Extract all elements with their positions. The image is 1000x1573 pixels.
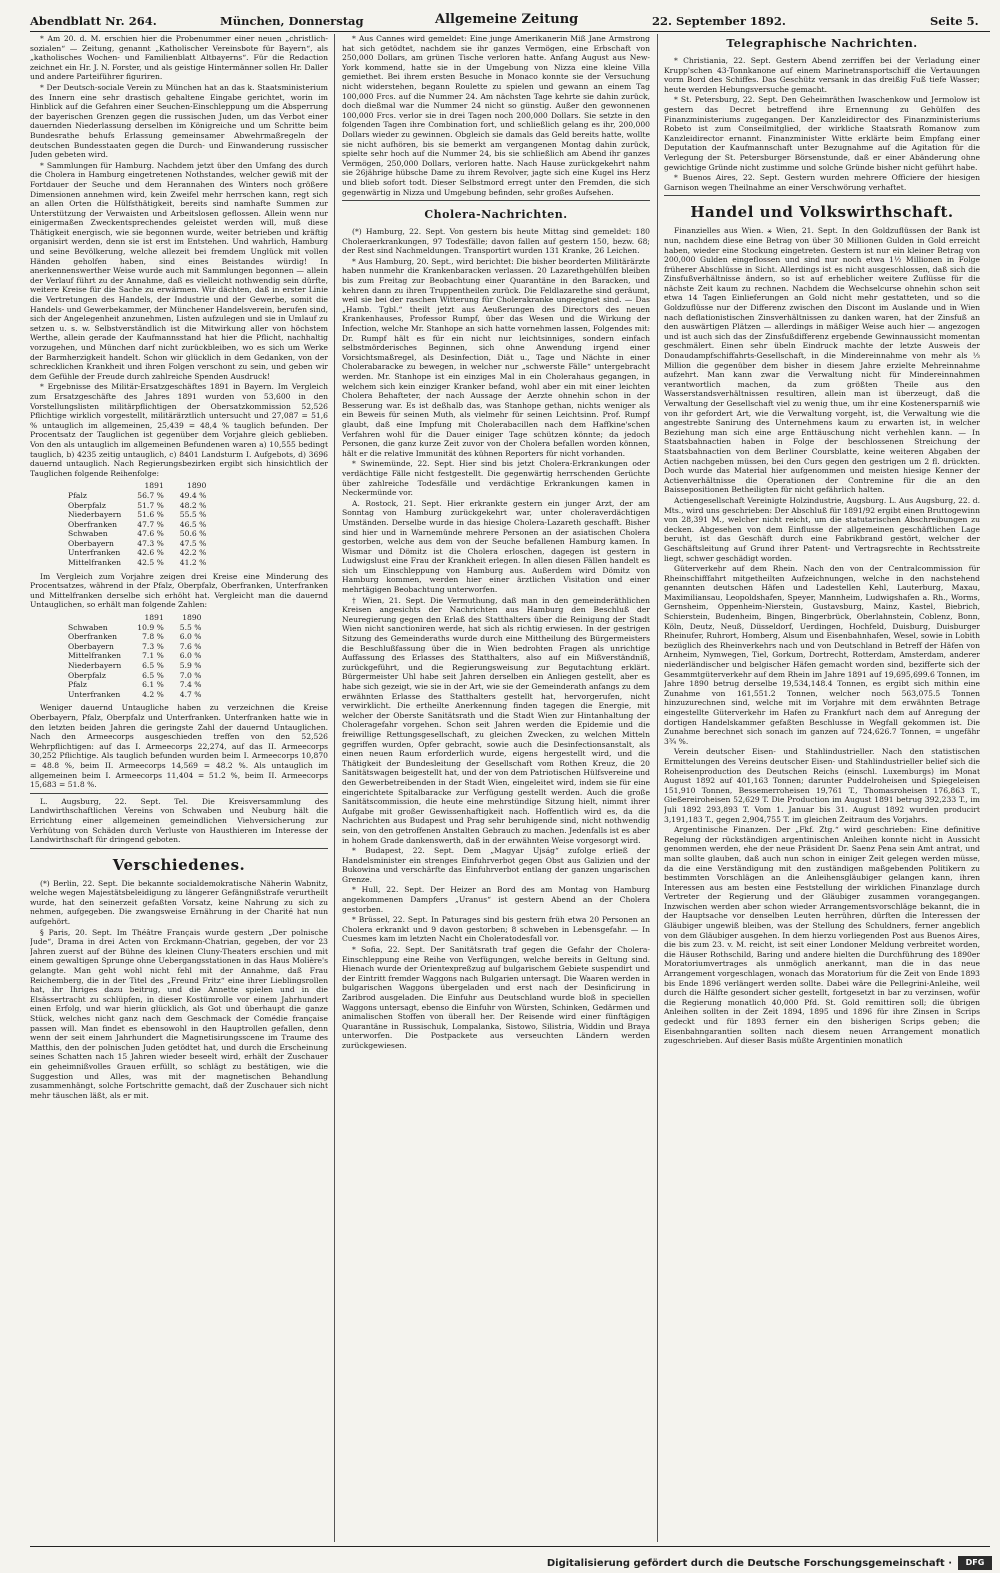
article-paragraph: * Der Deutsch-sociale Verein zu München hat an das k. Staatsministerium des Innern eine sehr drastisch gehaltene Eingabe gerichtet, worin im Hinblick auf die Gefahren einer Seuchen-Einschleppung um die Absperrung der bayerischen Grenzen gegen die russischen Juden, um das Verbot einer dauernden Niederlassung derselben im Königreiche und um Schritte beim Bundesrathe behufs Erlassung gemeinsamer Abwehrmaßregeln der deutschen Bundesstaaten gegen die Durch- und Einwanderung russischer Juden gebeten wird. [30,82,328,160]
table-cell: Oberpfalz [68,670,106,680]
table-header-cell: 1890 [182,613,202,623]
table-cell: 5.5 % [179,622,202,632]
article-paragraph: * Aus Cannes wird gemeldet: Eine junge Amerikanerin Miß Jane Armstrong hat sich getödtet, nachdem sie ihr ganzes Vermögen, eine Erbschaft von 250,000 Dollars, am grünen Tische verloren hatte. Anfang August aus New-York kommend, hatte sie in der Umgebung von Nizza eine kleine Villa gemiethet. Bei ihrem ersten Besuche in Monaco konnte sie der Versuchung nicht widerstehen, begann Roulette zu spielen und gewann an einem Tag 100,000 Frcs. auf die Nummer 24. Am nächsten Tage kehrte sie dahin zurück, doch dießmal war die Nummer 24 nicht so günstig. Außer den gewonnenen 100,000 Frcs. verlor sie in drei Tagen noch 200,000 Dollars. Sie setzte in den folgenden Tagen ihre Combination fort, und schließlich gelang es ihr, 200,000 Dollars wieder zu gewinnen. Obgleich sie damals das Geld bereits hatte, wollte sie nicht aufhören, bis sie bemerkt am vergangenen Montag dahin zurück, spielte sehr hoch auf die Nummer 24, bis sie schließlich am Abend ihr ganzes Vermögen, 250,000 Dollars, verloren hatte. Nach Hause zurückgekehrt nahm sie 26jährige hübsche Dame zu ihrem Revolver, jagte sich eine Kugel ins Herz und blieb sofort todt. Dieser Selbstmord erregt unter den Fremden, die sich gegenwärtig in Nizza und Umgebung befinden, sehr großes Aufsehen. [342,34,650,197]
table-header-cell [60,613,129,623]
table-cell: 7.0 % [179,670,202,680]
article-paragraph: L. Augsburg, 22. Sept. Tel. Die Kreisversammlung des Landwirthschaftlichen Vereins von Schwaben und Neuburg hält die Errichtung einer allgemeinen gemeindlichen Viehversicherung zur Verhütung von Schäden durch Verluste von Hausthieren im Interesse der Landwirthschaft für dringend geboten. [30,796,328,845]
table-header-row [60,613,210,623]
article-paragraph: † Wien, 21. Sept. Die Vermuthung, daß man in den gemeinderäthlichen Kreisen angesichts der Nachrichten aus Hamburg den Beschluß der Neuregierung gegen den Erlaß des Statthalters über die Reinigung der Stadt Wien nicht sanctioniren werde, hat sich als richtig erwiesen. In der gestrigen Sitzung des Gemeinderaths wurde durch eine Mittheilung des Bürgermeisters die Beschlußfassung über die in Wien bedrohten Fragen als unrichtige Auffassung des Erlasses des Statthalters, also auf ein Mißverständniß, zurückgeführt, und die Regierungsweisung zur Begutachtung erklärt. Bürgermeister Uhl habe seit Jahren derselben ein Anliegen gestellt, aber es habe sich gezeigt, wie sie in der Art, wie sie der Gemeinderath anfangs zu dem erwähnten Erlasse des Statthalters gestellt hat, hervorgerufen, nicht verwirklicht. Die ertheilte Anerkennung finden tagegen die Energie, mit welcher der Oberste Sanitätsrath und die Stadt Wien zur Hintanhaltung der Choleragefahr vorgehen. Schon seit Jahren werden die Epidemie und die freiwillige Rettungsgesellschaft, zu gleichen Zwecken, zu welchen Mitteln gegriffen wurden, Opfer gebracht, sowie auch die Desinfectionsanstalt, als einen neuen Raum erforderlich wurde, eigens hergestellt wird, und die Thätigkeit der Bundesleitung der Gesellschaft vom Rothen Kreuz, die 20 Sanitätswagen beigestellt hat, und der von dem Patriotischen Hülfsvereine und den Gewerbetreibenden in der Stadt Wien, eingeleitet wird, indem sie für eine eingerichtete Spitalbaracke zur Verfügung gestellt werden. Auch die große Sanitätscommission, die heute eine mehrstündige Sitzung hielt, nimmt ihrer Aufgabe mit großer Gewissenhaftigkeit nach. Hoffentlich wird es, da die Nachrichten aus Budapest und Prag sehr beruhigende sind, nicht nothwendig sein, von den getroffenen Anstalten Gebrauch zu machen. Jedenfalls ist es aber in hohem Grade dankenswerth, daß in der erwähnten Weise vorgesorgt wird. [342,595,650,845]
table-cell: Oberpfalz [68,500,106,510]
column-rule [657,34,658,1542]
table-cell: Schwaben [68,622,108,632]
table-cell: 6.1 % [142,680,164,690]
article-paragraph: * Christiania, 22. Sept. Gestern Abend zerriffen bei der Verladung einer Krupp'schen 43-Tonnkanone auf einem Marinetransportschiff die Vertauungen vorm Bord des Schiffes. Das Geschütz versank in das dreißig Fuß tiefe Wasser; heute werden Hebungsversuche gemacht. [664,56,980,94]
table-cell: Oberbayern [68,538,114,548]
table-cell: Pfalz [68,680,87,690]
article-paragraph: (*) Berlin, 22. Sept. Die bekannte socialdemokratische Näherin Wabnitz, welche wegen Majestätsbeleidigung zu längerer Gefängnißstrafe verurtheilt wurde, hat den seinerzeit gefaßten Vorsatz, keine Nahrung zu sich zu nehmen, aufgegeben. Die zwangsweise Ernährung in der Charité hat nun aufgehört. [30,878,328,927]
table-header-cell: 1891 [144,481,164,491]
table-row [60,661,210,671]
table-cell: 46.5 % [179,519,207,529]
digitization-credit: Digitalisierung gefördert durch die Deutsche Forschungsgemeinschaft · [546,1558,952,1569]
table-row [60,642,210,652]
table-cell: 41.2 % [179,558,207,568]
table-cell: 7.6 % [179,641,202,651]
table-cell: 49.4 % [179,490,207,500]
table-cell: 55.5 % [179,510,207,520]
table-cell: 51.6 % [137,510,164,520]
table-cell: 7.8 % [142,632,164,642]
table-cell: 10.9 % [137,622,164,632]
article-paragraph: Im Vergleich zum Vorjahre zeigen drei Kreise eine Minderung des Procentsatzes, während in der Pfalz, Oberpfalz, Oberfranken, Unterfranken und Mittelfranken derselbe sich erhöht hat. Vergleicht man die dauernd Untauglichen, so erhält man folgende Zahlen: [30,571,328,610]
table-row [60,491,214,501]
table-header-cell: 1891 [144,613,164,623]
header-rule [30,31,990,32]
statistics-table-tauglich [60,481,214,567]
article-paragraph: § Paris, 20. Sept. Im Théâtre Français wurde gestern „Der polnische Jude“, Drama in drei Acten von Erckmann-Chatrian, gegeben, der vor 23 Jahren zuerst auf der Bühne des kleinen Cluny-Theaters erschien und mit einem gewaltigen Sprunge ohne Uebergangsstationen in das Haus Molière's gelangte. Man geht wohl nicht fehl mit der Annahme, daß Frau Reichemberg, die in der Titel des „Freund Fritz“ eine ihrer Lieblingsrollen hat, ihr Ihriges dazu beitrug, und die Annette spielen und in die Elsässertracht zu schlüpfen, in dieser Kostümrolle vor einem Jahrhundert einen Erfolg, und war hierin glücklich, als Got und überhaupt die ganze Stück, welches nicht ganz nach dem Geschmack der Comédie française passen will. Man findet es ebensowohl in den Hauptrollen gefallen, denn wenn der seit einem Jahrhundert die Magnetisirungsscene im Traume des Matthis, den der polnischen Juden getödtet hat, und durch die Erscheinung seines Schatten nach 15 Jahren wieder beseelt wird, erhält der Zuschauer ein geheimnißvolles Grauen erfüllt, so schlägt zu bestätigen, wie die Suggestion und Alles, was mit der magnetischen Behandlung zusammenhängt, solche Fortschritte gemacht, daß der Zuschauer sich nicht mehr täuschen läßt, als er mit. [30,927,328,1100]
column-3 [664,34,980,1047]
article-paragraph: * Ergebnisse des Militär-Ersatzgeschäftes 1891 in Bayern. Im Vergleich zum Ersatzgeschäfte des Jahres 1891 wurden von 53,600 in den Vorstellungslisten militärpflichtigen der Obersatzkommission 52,526 Pflichtige wirklich vorgestellt, militärärztlich untersucht und 27,087 = 51,6 % untauglich im allgemeinen, 25,439 = 48,4 % tauglich befunden. Der Procentsatz der Tauglichen ist gegenüber dem Vorjahre gleich geblieben. Von den als untauglich im allgemeinen Befundenen waren a) 10,555 bedingt tauglich, b) 4235 zeitig untauglich, c) 8401 Landsturm I. Aufgebots, d) 3696 dauernd untauglich. Nach Regierungsbezirken ergibt sich hinsichtlich der Tauglichen folgende Reihenfolge: [30,382,328,478]
separator [30,793,328,794]
table-cell: 42.6 % [137,548,164,558]
article-paragraph: * Swinemünde, 22. Sept. Hier sind bis jetzt Cholera-Erkrankungen oder verdächtige Fälle nicht festgestellt. Die gegenwärtig herrschenden Gerüchte über zahlreiche Todesfälle und verdächtige Erkrankungen kamen in Neckermünde vor. [342,459,650,498]
table-header-row [60,481,214,491]
article-paragraph: * Am 20. d. M. erschien hier die Probenummer einer neuen „christlich-sozialen“ — Zeitung, genannt „Katholischer Vereinsbote für Bayern“, als „katholisches Wochen- und Familienblatt Altbayerns“. Für die Redaction zeichnet ein Hr. J. N. Forster, und als geistige Hintermänner sollen Hr. Daller und andere Parteiführer figuriren. [30,34,328,82]
table-cell: 6.5 % [142,670,164,680]
page-header [30,8,990,30]
place-day: München, Donnerstag [220,14,364,28]
separator [664,195,980,196]
table-cell: Unterfranken [68,689,121,699]
column-1 [30,34,328,1101]
table-row [60,529,214,539]
column-rule [334,34,335,1542]
dfg-logo: DFG [958,1556,992,1570]
table-cell: 5.9 % [179,661,202,670]
table-cell: 56.7 % [137,490,164,500]
separator [342,200,650,201]
article-paragraph: Actiengesellschaft Vereinigte Holzindustrie, Augsburg. L. Aus Augsburg, 22. d. Mts., wird uns geschrieben: Der Abschluß für 1891/92 ergibt einen Bruttogewinn von 28,391 M., welcher nicht reicht, um die statutarischen Abschreibungen zu decken. Abgesehen von dem Einflusse der allgemeinen geschäftlichen Lage beruht, ist das Geschäft durch eine Fabrikbrand gestört, welcher der Geschäftsleitung auf Grund ihrer Patent- und Vertragsrechte in Rechtsstreite liegt, schwer geschädigt worden. [664,495,980,563]
table-cell: 48.2 % [179,500,207,510]
table-cell: 6.0 % [179,632,202,642]
table-cell: Unterfranken [68,548,121,558]
table-cell: Pfalz [68,490,87,500]
table-row [60,501,214,511]
statistics-table-untauglich [60,613,210,699]
table-cell: 6.5 % [142,661,164,670]
table-row [60,539,214,549]
table-row [60,651,210,661]
table-cell: Mittelfranken [68,558,122,568]
table-cell: 42.2 % [179,548,207,558]
table-cell: 42.5 % [137,558,164,568]
article-paragraph: Weniger dauernd Untaugliche haben zu verzeichnen die Kreise Oberbayern, Pfalz, Oberpfalz und Unterfranken. Unterfranken hatte wie in den letzten beiden Jahren die geringste Zahl der dauernd Untauglichen. Nach den Armeecorps ausgeschieden treffen von den 52,526 Wehrpflichtigen: auf das I. Armeecorps 22,274, auf das II. Armeecorps 30,252 Pflichtige. Als tauglich befunden wurden beim I. Armeecorps 10,870 = 48.8 %, beim II. Armeecorps 14,569 = 48.2 %. Als untauglich im allgemeinen beim I. Armeecorps 11,404 = 51.2 %, beim II. Armeecorps 15,683 = 51.8 %. [30,703,328,790]
table-row [60,623,210,633]
article-paragraph: Güterverkehr auf dem Rhein. Nach den von der Centralcommission für Rheinschifffahrt mitgetheilten Aufzeichnungen, welche in den nachstehend genannten deutschen Häfen und Ladestellen Kehl, Lauterburg, Maxau, Maximiliansau, Leopoldshafen, Speyer, Mannheim, Ludwigshafen a. Rh., Worms, Gernsheim, Oppenheim-Nierstein, Gustavsburg, Mainz, Kastel, Biebrich, Schierstein, Budenheim, Bingen, Bingerbrück, Oberlahnstein, Coblenz, Bonn, Köln, Deutz, Neuß, Düsseldorf, Uerdingen, Hochfeld, Duisburg, Duisburger Rheinufer, Ruhrort, Homberg, Alsum und Eisenbahnhafen, Wesel, sowie in Lobith bezüglich des Rheinverkehrs nach und von Deutschland in Betreff der Häfen von Arnheim, Nymwegen, Tiel, Gorkum, Dortrecht, Rotterdam, Amsterdam, anderer niederländischer und belgischer Häfen gemacht worden sind, bezifferte sich der Gesammtgüterverkehr auf dem Rhein im Jahre 1891 auf 19,695,699.6 Tonnen, im Jahre 1890 betrug derselbe 19,534,148.4 Tonnen, es ergibt sich mithin eine Zunahme von 161,551.2 Tonnen, welcher noch 563,075.5 Tonnen hinzuzurechnen sind, welche mit im Vorjahre mit dem erwähnten Betrage eingestellte Güterverkehr im Hafen zu Frankfurt nach dem auf Anregung der dortigen Handelskammer gefaßten Beschlusse in Wegfall gekommen ist. Die Zunahme berechnet sich sonach im ganzen auf 724,626.7 Tonnen, = ungefähr 3¾ %. [664,564,980,746]
table-cell: 7.4 % [179,680,202,690]
table-cell: 4.2 % [142,689,164,699]
article-paragraph: A. Rostock, 21. Sept. Hier erkrankte gestern ein junger Arzt, der am Sonntag von Hamburg zurückgekehrt war, unter choleraverdächtigen Umständen. Derselbe wurde in das hiesige Cholera-Lazareth geschafft. Bisher sind hier und in Warnemünde mehrere Personen an der asiatischen Cholera gestorben, welche aus dem von der Seuche befallenen Hamburg kamen. In Wismar und Dömitz ist die Cholera erloschen, dagegen ist gestern in Ludwigslust eine Frau der Krankheit erlegen. In allen diesen Fällen handelt es sich um Einschleppung von Hamburg aus. Außerdem wird Dömitz von Hamburg kommen, werden hier einer ärztlichen Visitation und einer mehrtägigen Beobachtung unterworfen. [342,498,650,595]
article-paragraph: * Hull, 22. Sept. Der Heizer an Bord des am Montag von Hamburg angekommenen Dampfers „Uranus“ ist gestern Abend an der Cholera gestorben. [342,885,650,914]
table-cell: 50.6 % [179,529,207,539]
table-cell: 51.7 % [137,500,164,510]
section-title-cholera: Cholera-Nachrichten. [424,208,568,222]
table-cell: Oberbayern [68,641,114,651]
separator [30,848,328,849]
table-cell: 47.3 % [137,538,164,548]
article-paragraph: * Aus Hamburg, 20. Sept., wird berichtet: Die bisher beorderten Militärärzte haben nunmehr die Krankenbaracken verlassen. 20 Lazarethgehülfen bleiben bis zum Freitag zur Beobachtung einer Quarantäne in den Baracken, und kehren dann zu ihren Truppentheilen zurück. Die Feldlazarethe sind geräumt, weil sie bei der raschen Witterung für Cholerakranke ungeeignet sind. — Das „Hamb. Tgbl.“ theilt jetzt aus Aeußerungen des Directors des neuen Krankenhauses, Professor Rumpf, über das Wesen und die Wirkung der Infection, welche Mr. Stanhope an sich hatte vornehmen lassen, Folgendes mit: Dr. Rumpf hält es für ein nicht nur leichtsinniges, sondern einfach selbstmörderisches Beginnen, sich ohne Anwendung irgend einer Vorsichtsmaßregel, als Desinfection, Diät u., Tage und Nächte in einer Cholerabaracke zu bewegen, in welcher nur „schwerste Fälle“ untergebracht werden. Mr. Stanhope ist ein einziges Mal in ein Cholerahaus gegangen, in welchem sich kein einziger Kranker befand, wohl aber ein mit einer leichten Cholera Behafteter, der nach Aussage der Aerzte ohnehin schon in der Besserung war. Es ist deßhalb das, was Stanhope gethan, nichts weniger als ein Beweis für seinen Muth, als vielmehr für seinen Leichtsinn. Prof. Rumpf glaubt, daß eine Impfung mit Cholerabacillen nach dem Haffkine'schen Verfahren wohl für die Dauer einiger Tage schützen könnte; da jedoch Personen, die ganz kurze Zeit zuvor von der Cholera befallen worden können, hält er die relative Immunität des kühnen Reporters für nicht vorhanden. [342,256,650,458]
table-row [60,632,210,642]
table-cell: Schwaben [68,529,108,539]
table-cell: 47.7 % [137,519,164,529]
table-cell: 6.0 % [179,651,202,661]
table-row [60,548,214,558]
section-title-telegraphische: Telegraphische Nachrichten. [726,37,918,50]
article-paragraph: * Buenos Aires, 22. Sept. Gestern wurden mehrere Officiere der hiesigen Garnison wegen Theilnahme an einer Verschwörung verhaftet. [664,173,980,192]
table-row [60,680,210,690]
table-cell: 47.5 % [179,538,207,548]
table-cell: Oberfranken [68,519,118,529]
section-title-verschiedenes: Verschiedenes. [112,855,246,874]
table-cell: 7.3 % [142,641,164,651]
page-footer [0,1554,1000,1573]
table-row [60,510,214,520]
table-row [60,690,210,700]
article-paragraph: * Budapest, 22. Sept. Dem „Magyar Ujság“ zufolge erließ der Handelsminister ein strenges Einfuhrverbot gegen Obst aus Galizien und der Bukowina und verschärfte das Einfuhrverbot entlang der ganzen ungarischen Grenze. [342,846,650,884]
column-2 [342,34,650,1052]
footer-rule [30,1546,990,1547]
table-header-cell: 1890 [187,481,207,491]
article-paragraph: Verein deutscher Eisen- und Stahlindustrieller. Nach den statistischen Ermittelungen des Vereins deutscher Eisen- und Stahlindustrieller belief sich die Roheisenproduction des Deutschen Reichs (einschl. Luxemburgs) im Monat August 1892 auf 401,163 Tonnen; darunter Puddelroheisen und Spiegeleisen 151,910 Tonnen, Bessemerroheisen 19,761 T., Thomasroheisen 176,863 T., Gießereiroheisen 52,629 T. Die Production im August 1891 betrug 392,233 T., im Juli 1892 293,893 T. Vom 1. Januar bis 31. August 1892 wurden producirt 3,191,183 T., gegen 2,904,755 T. im gleichen Zeitraum des Vorjahrs. [664,747,980,824]
table-cell: Niederbayern [68,661,122,670]
article-paragraph: * Sammlungen für Hamburg. Nachdem jetzt über den Umfang des durch die Cholera in Hamburg eingetretenen Nothstandes, welcher gewiß mit der Fortdauer der Seuche und dem Herannahen des Winters noch größere Dimensionen annehmen wird, kein Zweifel mehr herrschen kann, regt sich an allen Orten die Hülfsthätigkeit, bereits sind namhafte Summen zur Unterstützung der Verwaisten und Arbeitslosen geflossen. Allein wenn nur einigermaßen Zweckentsprechendes geleistet werden will, muß diese Thätigkeit energisch, wie sie begonnen wurde, weiter betrieben und kräftig organisirt werden, denn sie ist erst im Entstehen. Und wahrlich, Hamburg und seine Bevölkerung, welche allezeit bei fremdem Unglück mit vollen Händen geholfen haben, sind eines Beistandes würdig! In anerkennenswerther Weise wurde auch mit Sammlungen begonnen — allein der Verlauf führt zu der Annahme, daß es vielleicht nothwendig sein dürfte, weitere Kreise für die Sache zu erwärmen. Wir dächten, daß in erster Linie die Vertretungen des Handels, der Industrie und der Gewerbe, somit die Handels- und Gewerbekammer, der Münchener Handelsverein, berufen sind, sich der Angelegenheit anzunehmen, Listen aufzulegen und sie in Umlauf zu setzen u. s. w. Selbstverständlich ist die Mitwirkung aller von höchstem Werthe, allein gerade der Kaufmannsstand hat hier die Pflicht, nachhaltig vorzugehen, und München darf nicht zurückbleiben, wo es sich um Werke der Barmherzigkeit handelt. Schon wir glücklich in dem Gedanken, von der schrecklichen Krankheit und ihren Folgen verschont zu sein, und geben wir dem Gefühle der Freude durch zahlreiche Spenden Ausdruck! [30,160,328,381]
page-number: Seite 5. [930,14,979,28]
table-row [60,558,214,568]
table-cell: 7.1 % [142,651,164,661]
article-paragraph: Finanzielles aus Wien. ⚹ Wien, 21. Sept. In den Goldzuflüssen der Bank ist nun, nachdem diese eine Betrag von über 30 Millionen Gulden in Gold erreicht haben, wieder eine Stockung eingetreten. Gestern ist nur ein kleiner Betrag von 200,000 Gulden eingeflossen und sind nur noch etwa 1½ Millionen in Folge früherer Abschlüsse in Sicht. Allerdings ist es nicht ausgeschlossen, daß sich die Zinsfußverhältnisse ändern, so ist auf erheblicher weitere Zuflüsse für die nächste Zeit kaum zu rechnen. Nachdem die Wechselcurse ohnehin schon seit etwa 14 Tagen Einlieferungen an Gold nicht mehr gestatteten, und so die Goldzuflüsse nur der Differenz zwischen den Discont im Auslande und in Wien nach deflationistischen Zinsverhältnissen zu danken waren, hat der Zinsfuß an den auswärtigen Plätzen — allerdings in mäßiger Weise auch hier — angezogen und ist auch sich das der Zinsfußdifferenz ergebende Gewinnaussicht momentan geschmälert. Einen sehr übeln Eindruck machte der letzte Ausweis der Donaudampfschiffahrts-Gesellschaft, in die Mindereinnahme von mehr als ⅓ Million die gegenüber dem bisher in diesem Jahre erzielte Mehreinnahme aufzehrt. Man kann zwar die Verwaltung nicht für Mindereinnahmen verantwortlich machen, da zum größten Theile aus den Wasserstandsverhältnissen resultiren, allein man ist überzeugt, daß die Verwaltung der Gesellschaft viel zu wenig thue, um ihr eine Kostenersparniß wie von ihr gefordert Art, wie die Verwaltung vorgeht, ist, die Verwaltung wie die angestrebte Sanirung des Unternehmens kaum zu erwarten ist, in welcher Beziehung man sich eine arge Enttäuschung nicht verhehlen kann. — In Staatsbahnactien haben in Folge der beschlossenen Streichung der Staatsbahnactien von dem Berliner Coursblatte, keine weiteren Abgaben der Actien nachgeben müssen, bei den Curs gegen den gestrigen um 2 fl. drückten. Doch wurde das Material hier aufgenommen und meisten hiesige Kenner der Actienverhältnisse die Operationen der Contremine für die an den Baissepositionen Betheiligten für nicht gefährlich halten. [664,226,980,495]
table-cell: 4.7 % [179,689,202,699]
article-paragraph: * St. Petersburg, 22. Sept. Den Geheimräthen Iwaschenkow und Jermolow ist gestern das Decret betreffend ihre Ernennung zu Gehülfen des Finanzministeriums zugegangen. Der Kanzleidirector des Finanzministeriums Robeto ist zum Conseilmitglied, der wirkliche Staatsrath Romanow zum Kanzleidirector ernannt. Finanzminister Witte erklärte beim Empfang einer Deputation der Kaufmannschaft unter Bezugnahme auf die Agitation für die Verlegung der St. Petersburger Börsenstunde, daß er einer Abänderung ohne gewichtige Gründe nicht zustimme und solche Gründe bisher nicht geführt habe. [664,95,980,172]
table-cell: Mittelfranken [68,651,122,661]
table-row [60,671,210,681]
table-header-cell [60,481,129,491]
section-title-handel: Handel und Volkswirthschaft. [690,203,954,222]
table-cell: 47.6 % [137,529,164,539]
table-cell: Niederbayern [68,510,122,520]
article-paragraph: * Brüssel, 22. Sept. In Paturages sind bis gestern früh etwa 20 Personen an Cholera erkrankt und 9 davon gestorben; 8 schweben in Lebensgefahr. — In Cuesmes kam im letzten Nacht ein Choleratodesfall vor. [342,915,650,944]
article-paragraph: Argentinische Finanzen. Der „Fkf. Ztg.“ wird geschrieben: Eine definitive Regelung der rückständigen argentinischen Anleihen konnte nicht in Aussicht genommen werden, ehe der neue Präsident Dr. Saenz Pena sein Amt antrat, und man sollte glauben, daß auch nun schon in einiger Zeit gelegen werden müsse, da die eine Verständigung mit den zuständigen maßgebenden Politikern zu bestimmten Vorschlägen an die Anleihensgläubiger gelangen kann, ihren Interessen aus am besten eine Feststellung der wirklichen Finanzlage durch Vertreter der Regierung und der Gläubiger zusammen vorangegangen. Inzwischen werden aber schon wieder Arrangementsvorschläge bekannt, die in der Hauptsache vor denselben Leuten herrühren, dürften die Interessen der Gläubiger ungewiß bleiben, was der Stellung des Schuldners, ferner angeblich von dem Gläubiger ausgehen. In dem hierzu vorliegenden Post aus Buenos Aires, die bis zum 23. v. M. reicht, ist seit einer Londoner Meldung verbreitet worden, die Häuser Rothschild, Baring und andere hielten die Durchführung des 1890er Moratoriumvertrages als unmöglich anerkannt, man die in das neue Arrangement vorgeschlagen, wonach das Moratorium für die Zeit von Ende 1893 bis Ende 1896 verlängert werden sollte. Dabei wäre die Pellegrini-Anleihe, weil durch die Hälfte gesondert sicher gestellt, fortgesetzt in bar zu verzinsen, wofür die Regierung monatlich 40,000 Pfd. St. Gold remittiren soll; die übrigen Anleihen sollten in der Zeit 1894, 1895 und 1896 für ihre Zinsen in Scrips gedeckt und für 1893 ferner ein den bisherigen Scrips geben; die Eisenbahngarantien sollten nach diesem neuen Arrangement monatlich zugeschrieben. Auf dieser Basis müßte Argentinien monatlich [664,825,980,1046]
article-paragraph: (*) Hamburg, 22. Sept. Von gestern bis heute Mittag sind gemeldet: 180 Cholerаerkrankungen, 97 Todesfälle; davon fallen auf gestern 150, bezw. 68; der Rest sind Nachmeldungen. Transportirt wurden 131 Kranke, 26 Leichen. [342,227,650,256]
table-row [60,520,214,530]
issue-date: 22. September 1892. [652,14,786,28]
article-paragraph: * Sofia, 22. Sept. Der Sanitätsrath traf gegen die Gefahr der Cholera-Einschleppung eine Reihe von Verfügungen, welche bereits in Geltung sind. Hienach wurde der Orientexpreßzug auf bulgarischem Gebiete suspendirt und der Eintritt fremder Waggons nach Bulgarien untersagt. Die Waaren werden in bulgarischen Waggons übergeladen und erst nach der Desinficirung in Zaribrod ausgeladen. Die Einfuhr aus Deutschland wurde bloß in speciellen Waggons untersagt, ebenso die Einfuhr von Würsten, Schinken, Gedärmen und animalischen Stoffen von überall her. Der Reisende wird einer fünftägigen Quarantäne in Russischuk, Lompalanka, Sistowo, Silistria, Widdin und Braya unterworfen. Die Postpackete aus verseuchten Ländern werden zurückgewiesen. [342,945,650,1050]
issue-number: Abendblatt Nr. 264. [30,14,157,28]
table-cell: Oberfranken [68,632,118,642]
paper-name: Allgemeine Zeitung [435,12,579,27]
